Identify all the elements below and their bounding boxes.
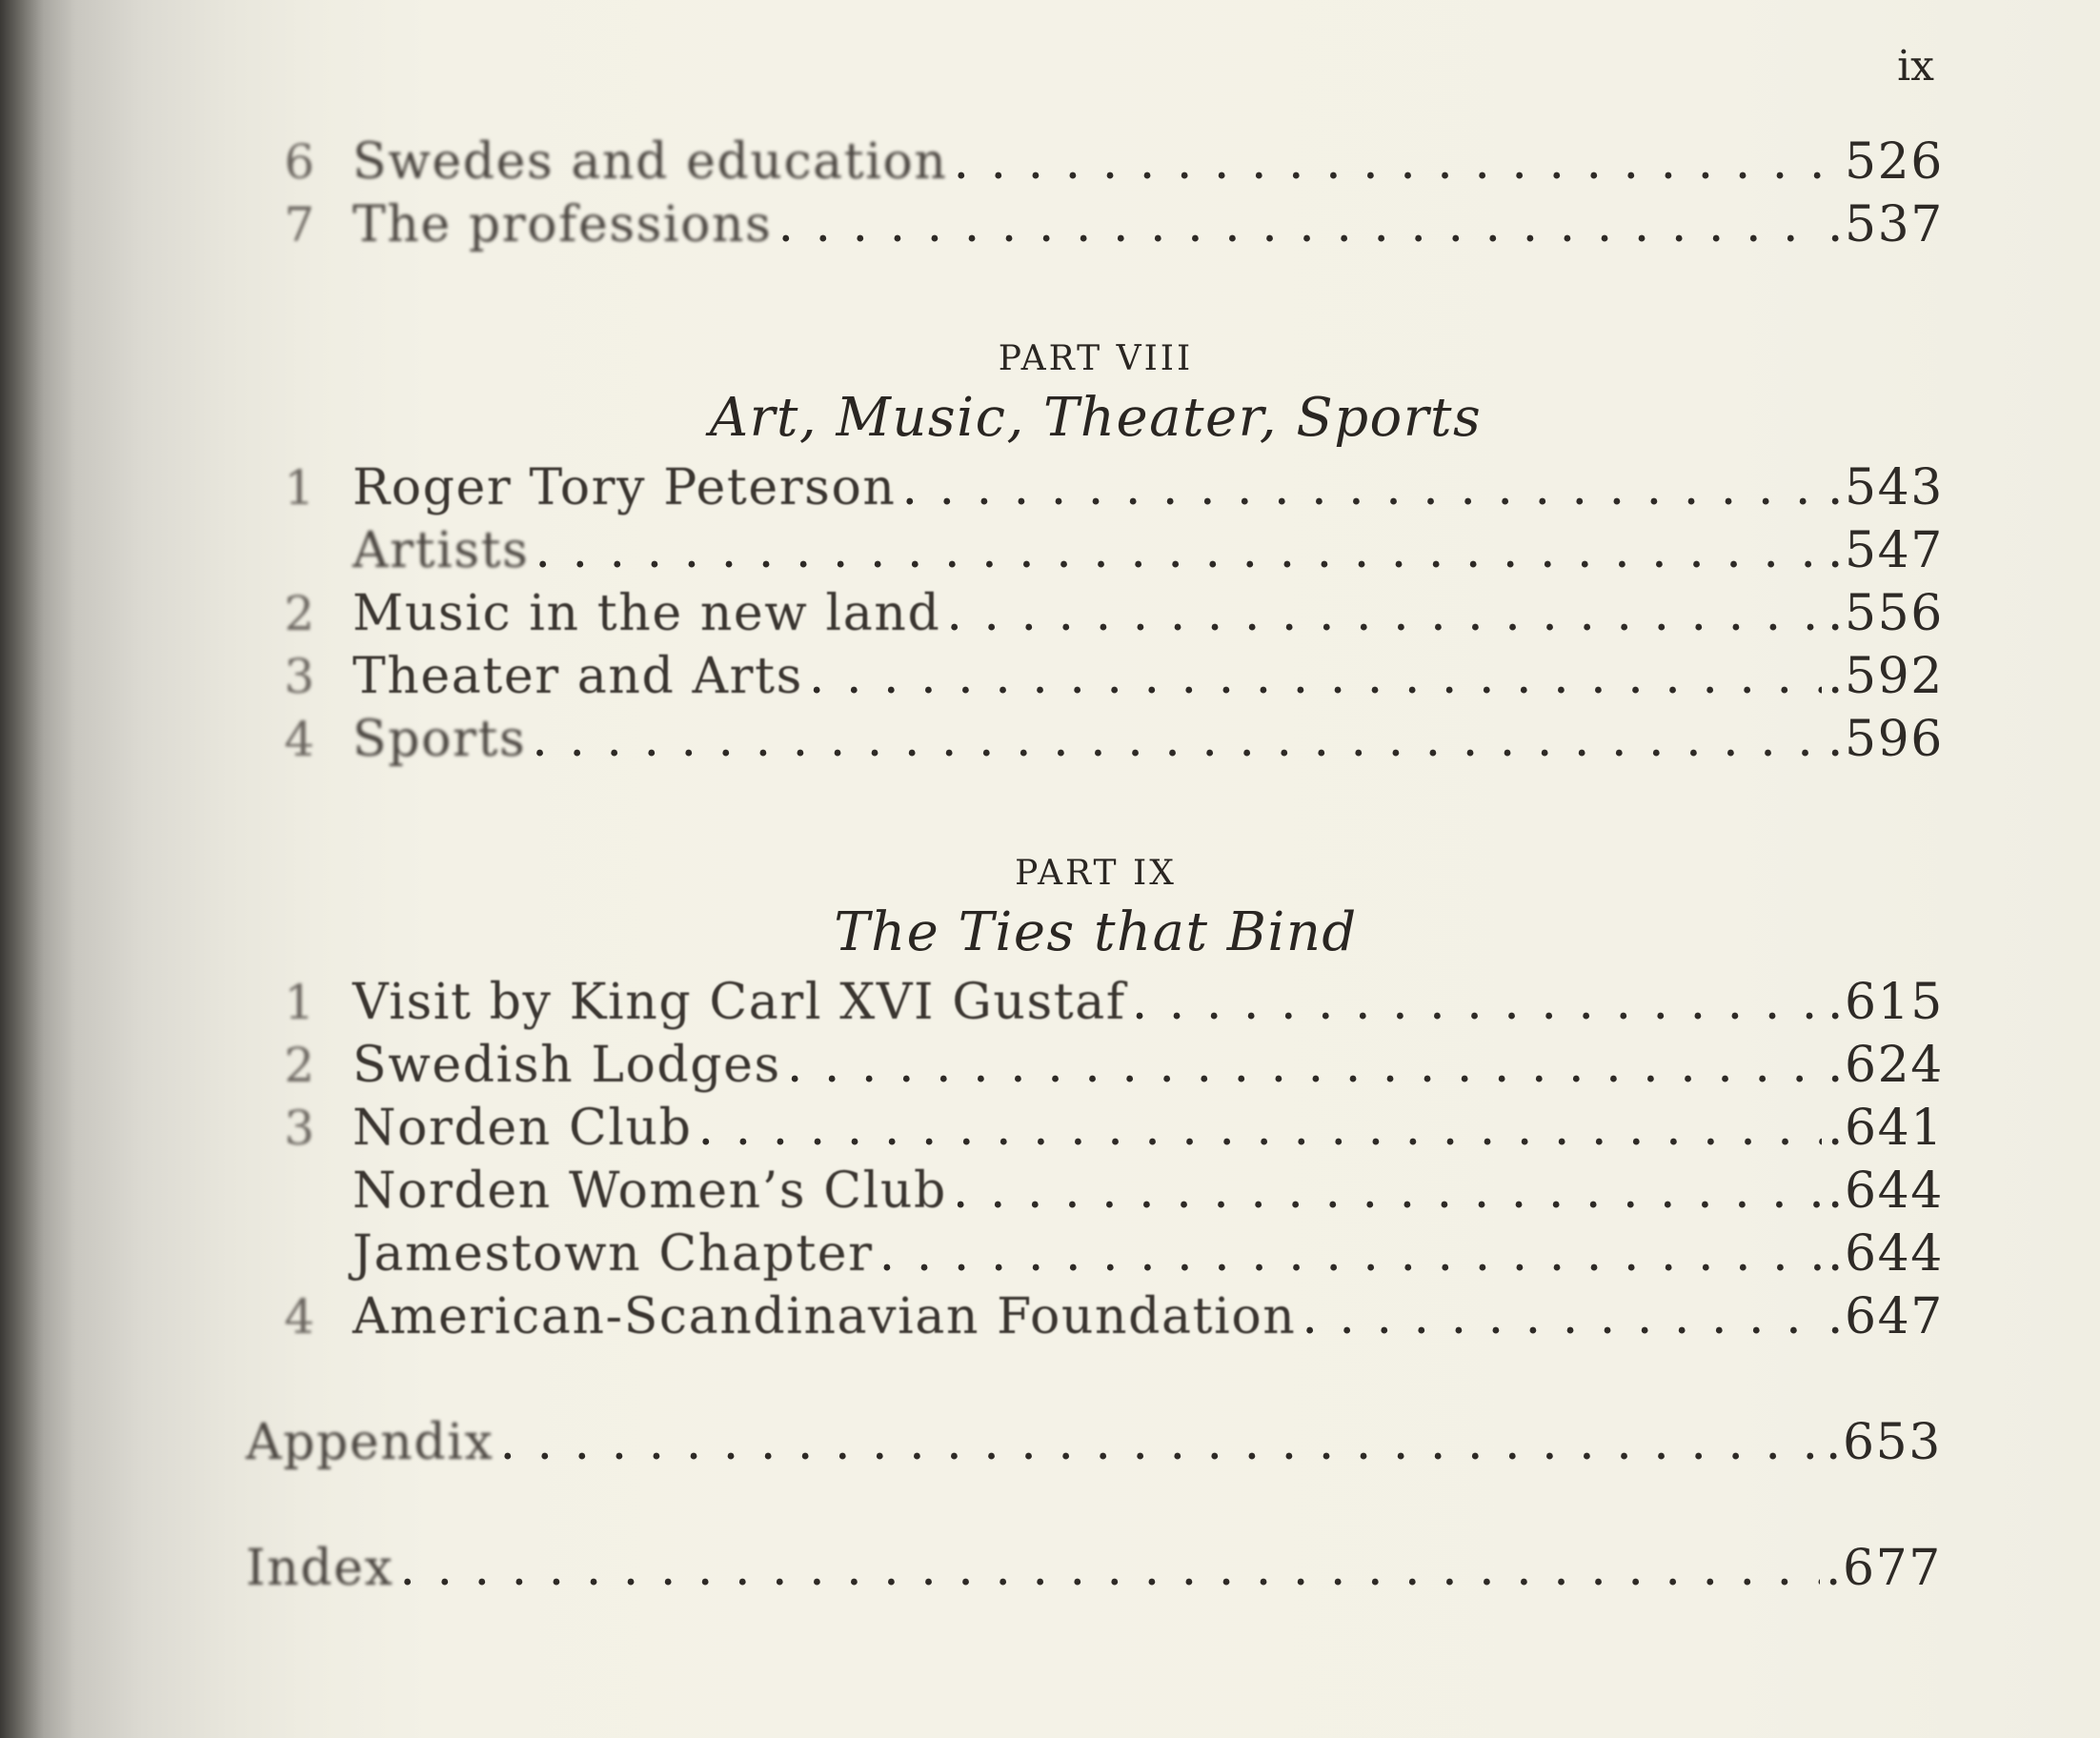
entry-page: .556 bbox=[1827, 585, 1944, 642]
dot-leader bbox=[954, 133, 1839, 191]
toc-entry bbox=[248, 459, 1944, 522]
entry-page: .644 bbox=[1827, 1162, 1944, 1220]
toc-entry bbox=[248, 1288, 1944, 1351]
part-title: The Ties that Bind bbox=[834, 901, 1358, 963]
entry-title: American-Scandinavian Foundation bbox=[353, 1288, 1297, 1345]
entry-title: Norden Club bbox=[353, 1100, 693, 1157]
toc-entry bbox=[248, 196, 1944, 259]
entry-title: Theater and Arts bbox=[353, 648, 803, 705]
toc-entry-appendix bbox=[246, 1414, 1942, 1477]
part-label: PART VIII bbox=[998, 339, 1194, 378]
toc-entry bbox=[248, 1037, 1944, 1100]
entry-page: .653 bbox=[1825, 1414, 1942, 1471]
entry-number: 3 bbox=[284, 1101, 316, 1156]
entry-page: .647 bbox=[1827, 1288, 1944, 1345]
entry-page: .624 bbox=[1827, 1037, 1944, 1094]
dot-leader bbox=[901, 459, 1821, 516]
entry-number: 2 bbox=[284, 1038, 316, 1093]
entry-title: Swedish Lodges bbox=[353, 1037, 781, 1094]
toc-entry bbox=[248, 585, 1944, 648]
entry-title: Index bbox=[246, 1540, 394, 1597]
entry-page: 526 bbox=[1844, 133, 1944, 191]
toc-entry bbox=[248, 1100, 1944, 1162]
toc-entry bbox=[248, 974, 1944, 1037]
entry-number: 6 bbox=[284, 134, 316, 190]
toc-entry bbox=[248, 522, 1944, 585]
part-label: PART IX bbox=[1015, 854, 1177, 893]
dot-leader bbox=[1132, 974, 1822, 1031]
entry-title: The professions bbox=[353, 196, 773, 253]
toc-entry bbox=[248, 648, 1944, 711]
entry-title: Roger Tory Peterson bbox=[353, 459, 897, 516]
part-title: Art, Music, Theater, Sports bbox=[709, 387, 1483, 449]
dot-leader bbox=[953, 1162, 1822, 1220]
page-number: ix bbox=[1897, 42, 1934, 91]
entry-title: Swedes and education bbox=[353, 133, 948, 191]
entry-title: Appendix bbox=[246, 1414, 495, 1471]
dot-leader bbox=[499, 1414, 1819, 1471]
entry-title: Jamestown Chapter bbox=[353, 1225, 874, 1283]
entry-number: 4 bbox=[284, 712, 316, 767]
entry-page: .543 bbox=[1827, 459, 1944, 516]
dot-leader bbox=[787, 1037, 1822, 1094]
entry-page: .547 bbox=[1827, 522, 1944, 579]
entry-title: Artists bbox=[353, 522, 530, 579]
entry-page: .592 bbox=[1827, 648, 1944, 705]
dot-leader bbox=[1302, 1288, 1821, 1345]
entry-number: 1 bbox=[284, 460, 316, 515]
dot-leader bbox=[399, 1540, 1819, 1597]
entry-page: .615 bbox=[1827, 974, 1944, 1031]
dot-leader bbox=[879, 1225, 1822, 1283]
entry-title: Visit by King Carl XVI Gustaf bbox=[353, 974, 1126, 1031]
entry-page: .537 bbox=[1827, 196, 1944, 253]
entry-page: .644 bbox=[1827, 1225, 1944, 1283]
dot-leader bbox=[698, 1100, 1822, 1157]
entry-number: 1 bbox=[284, 975, 316, 1030]
toc-entry-index bbox=[246, 1540, 1942, 1603]
dot-leader bbox=[777, 196, 1821, 253]
entry-page: .641 bbox=[1827, 1100, 1944, 1157]
entry-number: 3 bbox=[284, 649, 316, 704]
toc-entry bbox=[248, 1162, 1944, 1225]
dot-leader bbox=[946, 585, 1821, 642]
toc-entry bbox=[248, 1225, 1944, 1288]
entry-number: 4 bbox=[284, 1289, 316, 1344]
entry-number: 7 bbox=[284, 197, 316, 253]
toc-entry bbox=[248, 133, 1944, 196]
entry-title: Sports bbox=[353, 711, 527, 768]
dot-leader bbox=[532, 711, 1822, 768]
entry-page: .677 bbox=[1825, 1540, 1942, 1597]
dot-leader bbox=[809, 648, 1822, 705]
entry-page: .596 bbox=[1827, 711, 1944, 768]
toc-entry bbox=[248, 711, 1944, 774]
entry-title: Norden Women’s Club bbox=[353, 1162, 947, 1220]
entry-number: 2 bbox=[284, 586, 316, 641]
dot-leader bbox=[535, 522, 1821, 579]
entry-title: Music in the new land bbox=[353, 585, 941, 642]
